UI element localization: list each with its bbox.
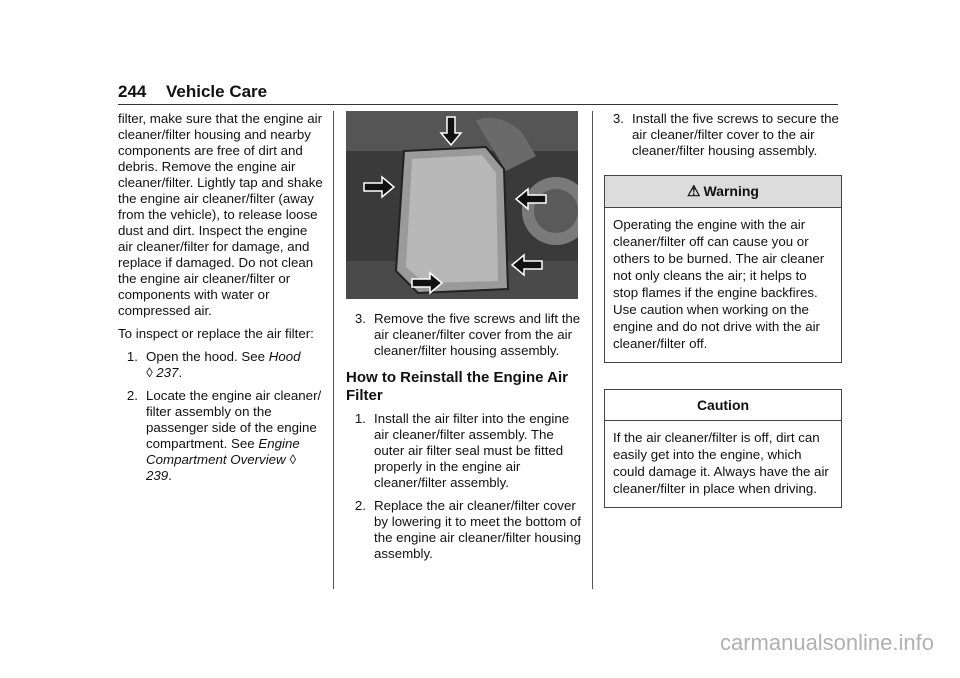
step-number: 3. — [612, 111, 624, 126]
lead-paragraph: To inspect or replace the air filter: — [118, 326, 314, 341]
warning-box — [604, 175, 842, 363]
warning-icon: ⚠ — [687, 183, 701, 200]
step-text: Install the air filter into the engine air cleaner/filter assembly. The outer air filter seal must be fitted properly in the engine air cleaner/filter assembly. — [374, 411, 570, 490]
step-number: 1. — [126, 349, 138, 364]
column-right — [604, 111, 842, 508]
subsection-heading: How to Reinstall the Engine Air Filter — [346, 369, 568, 404]
list-item — [346, 411, 582, 491]
warning-text: Operating the engine with the air cleaner/filter off can cause you or others to be burned. The air cleaner not only cleans the air; it helps to stop flames if the engine backfires. Use caution when working on the engine and do not drive with the air cleaner/filter off. — [613, 217, 825, 351]
caution-box — [604, 389, 842, 508]
intro-paragraph: filter, make sure that the engine air cleaner/filter housing and nearby components are free of dirt and debris. Remove the engine air cleaner/filter. Lightly tap and shake the engine air cleaner/filter (away from the vehicle), to release loose dust and dirt. Inspect the engine air cleaner/filter for damage, and replace if damaged. Do not clean the engine air cleaner/filter or components with water or compressed air. — [118, 111, 323, 318]
warning-title: Warning — [703, 183, 759, 199]
step-number: 1. — [354, 411, 366, 426]
engine-compartment-link[interactable]: Engine Compartment Overview — [146, 436, 300, 467]
section-title: Vehicle Care — [166, 82, 268, 101]
step-number: 3. — [354, 311, 366, 326]
engine-compartment-page-ref[interactable]: ◊ 239 — [146, 452, 296, 483]
column-left — [118, 111, 324, 491]
hood-link[interactable]: Hood — [268, 349, 301, 364]
step-end: . — [178, 365, 183, 380]
step-text: Install the five screws to secure the air cleaner/filter cover to the air cleaner/filter housing assembly. — [632, 111, 839, 158]
air-cleaner-photo — [346, 111, 578, 299]
page-number: 244 — [118, 82, 147, 101]
list-item — [604, 111, 842, 159]
list-item — [346, 311, 582, 359]
column-middle — [346, 111, 582, 569]
step-number: 2. — [126, 388, 138, 403]
list-item — [346, 498, 582, 562]
column-divider — [333, 111, 334, 589]
step-text: Remove the five screws and lift the air cleaner/filter cover from the air cleaner/filter housing assembly. — [374, 311, 581, 358]
list-item — [118, 388, 324, 484]
warning-header — [605, 176, 841, 208]
caution-text: If the air cleaner/filter is off, dirt can easily get into the engine, which could damage it. Always have the air cleaner/filter in place when driving. — [613, 430, 829, 496]
caution-title: Caution — [605, 390, 841, 421]
watermark: carmanualsonline.info — [719, 630, 934, 655]
step-text: Replace the air cleaner/filter cover by lowering it to meet the bottom of the engine air cleaner/filter housing assembly. — [374, 498, 581, 561]
step-end: . — [168, 468, 172, 483]
step-number: 2. — [354, 498, 366, 513]
step-text: Open the hood. See — [146, 349, 269, 364]
page-header — [118, 82, 838, 106]
header-rule — [118, 104, 838, 105]
column-divider — [592, 111, 593, 589]
list-item — [118, 349, 324, 381]
hood-page-ref[interactable]: ◊ 237 — [146, 365, 179, 380]
step-text: Locate the engine air cleaner/ filter assembly on the passenger side of the engine compartment. See — [146, 388, 322, 451]
